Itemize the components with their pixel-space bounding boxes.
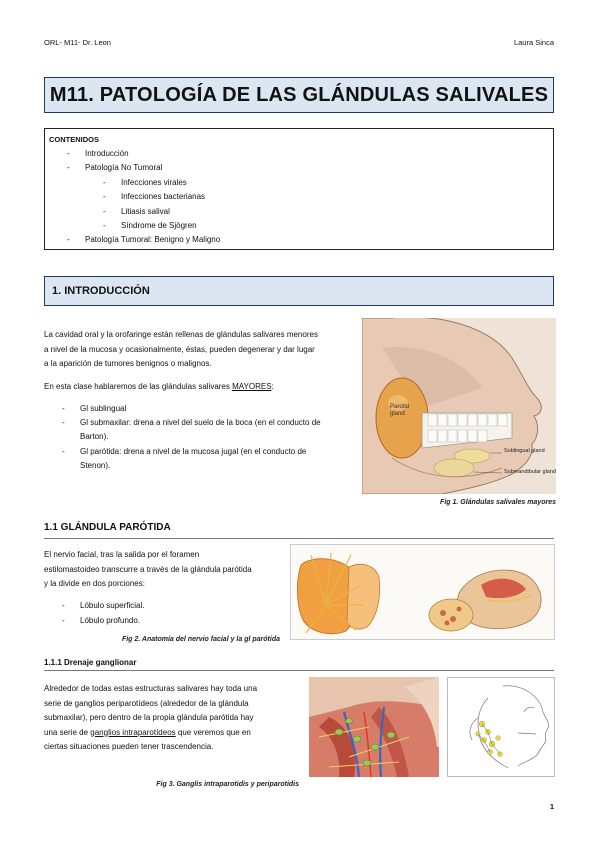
drainage-text: que veremos que en — [175, 727, 251, 737]
section-1-heading-box — [44, 276, 554, 306]
toc-item: Infecciones virales — [121, 178, 187, 187]
parotid-line: y la divide en dos porciones: — [44, 579, 145, 588]
toc-dash: - — [103, 192, 106, 201]
bullet-marker: - — [62, 601, 65, 610]
toc-item: Litiasis salival — [121, 207, 170, 216]
toc-dash: - — [67, 149, 70, 158]
bullet-marker: - — [62, 616, 65, 625]
section-1-1-1-heading: 1.1.1 Drenaje ganglionar — [44, 658, 137, 667]
bullet-line: Gl submaxilar: drena a nivel del suelo de la boca (en el conducto de — [80, 418, 321, 427]
fig3-neck-anatomy-image — [309, 677, 439, 777]
fig2-facial-nerve-image — [290, 544, 555, 640]
toc-item: Patología Tumoral: Benigno y Maligno — [85, 235, 221, 244]
fig2-caption: Fig 2. Anatomía del nervio facial y la gl parótida — [121, 636, 280, 643]
drainage-paragraph — [44, 682, 302, 755]
drainage-line — [44, 726, 302, 741]
fig3-lymph-nodes-sketch — [447, 677, 555, 777]
fig1-label-parotid: Parotid gland — [390, 404, 410, 417]
title-box — [44, 77, 554, 113]
fig1-label-sublingual: Sublingual gland — [504, 448, 545, 454]
intro-line: a nivel de la mucosa y ocasionalmente, éstas, pueden degenerar y dar lugar — [44, 344, 315, 354]
toc-item: Infecciones bacterianas — [121, 192, 206, 201]
class-text: En esta clase hablaremos de las glándulas salivares — [44, 382, 233, 391]
contents-box — [44, 128, 554, 250]
intro-paragraph — [44, 328, 356, 372]
drainage-line: Alrededor de todas estas estructuras salivares hay toda una — [44, 684, 258, 693]
bullet-line: Gl parótida: drena a nivel de la mucosa jugal (en el conducto de — [80, 447, 307, 456]
toc-item: Patología No Tumoral — [85, 163, 163, 172]
toc-dash: - — [103, 207, 106, 216]
bullet-line: Stenon). — [80, 461, 111, 470]
parotid-line: estilomastoideo transcurre a través de la glándula parótida — [44, 564, 252, 574]
section-divider — [44, 538, 554, 539]
header-right: Laura Sinca — [513, 38, 554, 47]
mayores-emphasis: MAYORES — [232, 382, 272, 391]
fig1-salivary-glands-image — [362, 318, 556, 494]
drainage-line: serie de ganglios periparotídeos (alrededor de la glándula — [44, 698, 249, 708]
toc-dash: - — [67, 163, 70, 172]
parotid-line: El nervio facial, tras la salida por el foramen — [44, 550, 200, 559]
class-sentence — [44, 380, 356, 395]
bullet-marker: - — [62, 418, 65, 427]
drainage-line: submaxilar), pero dentro de la propia glándula parótida hay — [44, 713, 254, 722]
contents-heading: CONTENIDOS — [49, 135, 100, 144]
bullet-submaxilar — [80, 416, 355, 444]
fig3-caption: Fig 3. Ganglis intraparotidis y periparotidis — [156, 781, 299, 788]
section-1-heading: 1. INTRODUCCIÓN — [52, 285, 150, 297]
toc-dash: - — [103, 221, 106, 230]
class-text-end: : — [271, 382, 274, 391]
bullet-line: Gl sublingual — [80, 404, 127, 413]
bullet-lobulo-profundo: Lóbulo profundo. — [80, 616, 141, 625]
fig1-label-submandibular: Submandibular gland — [504, 469, 556, 475]
toc-dash: - — [67, 235, 70, 244]
intro-line: La cavidad oral y la orofaringe están rellenas de glándulas salivares menores — [44, 330, 318, 339]
page-number: 1 — [549, 802, 554, 811]
toc-item: Síndrome de Sjögren — [121, 221, 197, 230]
bullet-sublingual — [80, 402, 355, 416]
toc-item: Introducción — [85, 149, 129, 158]
header-left: ORL- M11- Dr. Leon — [44, 38, 111, 47]
section-1-1-heading: 1.1 GLÁNDULA PARÓTIDA — [44, 522, 171, 533]
parotid-paragraph — [44, 548, 280, 592]
bullet-lobulo-superficial: Lóbulo superficial. — [80, 601, 145, 610]
intro-line: a la aparición de tumores benignos o malignos. — [44, 359, 212, 368]
bullet-line: Barton). — [80, 432, 109, 441]
section-divider — [44, 670, 554, 671]
bullet-marker: - — [62, 404, 65, 413]
intraparotid-emphasis: ganglios intraparotídeos — [90, 727, 176, 737]
drainage-line: ciertas situaciones pueden tener trascendencia. — [44, 742, 214, 751]
bullet-marker: - — [62, 447, 65, 456]
bullet-parotida — [80, 445, 355, 473]
drainage-text: una serie de — [44, 727, 91, 737]
fig1-caption: Fig 1. Glándulas salivales mayores — [440, 499, 556, 506]
toc-dash: - — [103, 178, 106, 187]
page-title: M11. PATOLOGÍA DE LAS GLÁNDULAS SALIVALES — [49, 83, 549, 106]
